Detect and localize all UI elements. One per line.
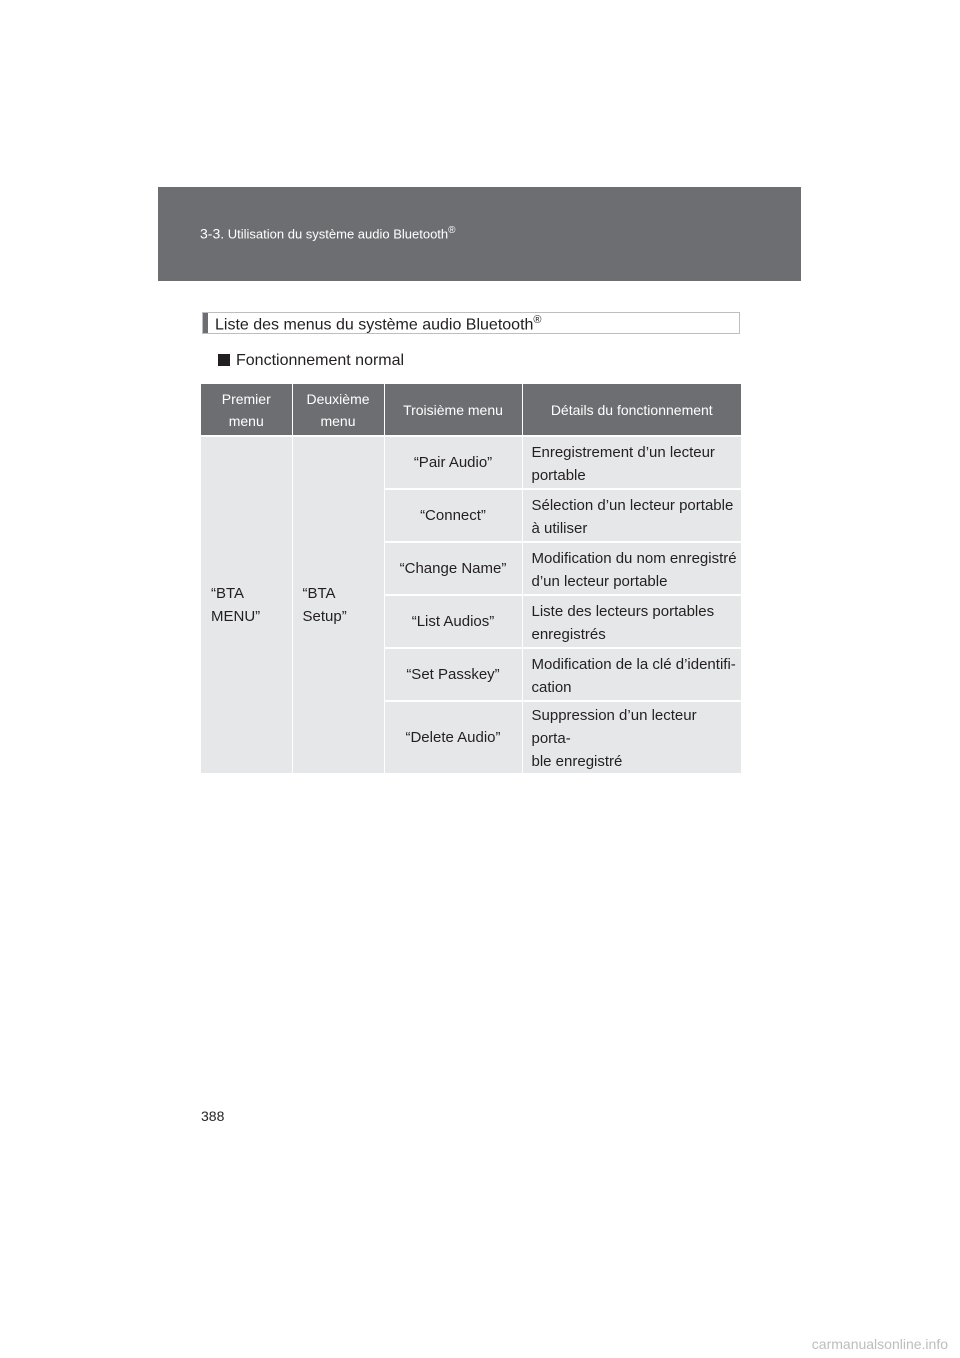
section-title [215, 314, 542, 334]
header-details: Détails du fonctionnement [522, 384, 741, 436]
watermark-link[interactable]: carmanualsonline.info [811, 1336, 948, 1352]
registered-mark: ® [448, 225, 456, 236]
chapter-header-title [200, 225, 456, 241]
detail-cell [522, 701, 741, 773]
subheading [218, 352, 404, 370]
table-row [201, 436, 741, 489]
first-menu-cell [201, 436, 292, 773]
header-first-menu [201, 384, 292, 436]
square-bullet-icon [218, 354, 230, 366]
table-header-row [201, 384, 741, 436]
detail-line2: à utiliser [531, 519, 588, 537]
second-menu-line2: Setup” [302, 608, 347, 625]
detail-cell [522, 489, 741, 542]
third-menu-cell: “Delete Audio” [384, 701, 522, 773]
detail-line2: d’un lecteur portable [531, 572, 668, 590]
third-menu-cell: “Set Passkey” [384, 648, 522, 701]
chapter-number: 3-3. [200, 225, 225, 242]
second-menu-cell [292, 436, 384, 773]
detail-line2: enregistrés [531, 625, 606, 643]
detail-cell [522, 595, 741, 648]
header-first-menu-line2: menu [228, 412, 264, 429]
header-third-menu: Troisième menu [384, 384, 522, 436]
detail-line1: Sélection d’un lecteur portable [531, 496, 734, 514]
section-title-bar [202, 312, 740, 334]
detail-line1: Modification de la clé d’identifi- [531, 655, 736, 673]
first-menu-line1: “BTA [211, 585, 245, 602]
menu-list-table [201, 384, 741, 773]
page-number: 388 [201, 1108, 225, 1124]
first-menu-line2: MENU” [211, 608, 261, 625]
detail-cell [522, 648, 741, 701]
chapter-title: Utilisation du système audio Bluetooth [227, 226, 449, 242]
header-second-menu-line2: menu [320, 412, 356, 429]
detail-line1: Liste des lecteurs portables [531, 602, 715, 620]
header-second-menu-line1: Deuxième [306, 390, 370, 407]
detail-line2: ble enregistré [531, 753, 623, 770]
detail-line1: Modification du nom enregistré [531, 549, 737, 567]
detail-line2: portable [531, 466, 586, 484]
third-menu-cell: “Connect” [384, 489, 522, 542]
detail-cell [522, 542, 741, 595]
detail-line1: Enregistrement d’un lecteur [531, 443, 715, 461]
detail-line2: cation [531, 678, 572, 696]
header-first-menu-line1: Premier [221, 390, 271, 407]
third-menu-cell: “Change Name” [384, 542, 522, 595]
section-registered-mark: ® [533, 314, 542, 326]
third-menu-cell: “List Audios” [384, 595, 522, 648]
section-title-text: Liste des menus du système audio Bluetooth [215, 316, 534, 334]
section-accent-bar [203, 313, 208, 333]
chapter-header-band [158, 187, 801, 281]
second-menu-line1: “BTA [302, 585, 336, 602]
third-menu-cell: “Pair Audio” [384, 436, 522, 489]
detail-cell [522, 436, 741, 489]
subheading-text: Fonctionnement normal [236, 352, 405, 369]
header-second-menu [292, 384, 384, 436]
detail-line1: Suppression d’un lecteur porta- [531, 707, 697, 747]
